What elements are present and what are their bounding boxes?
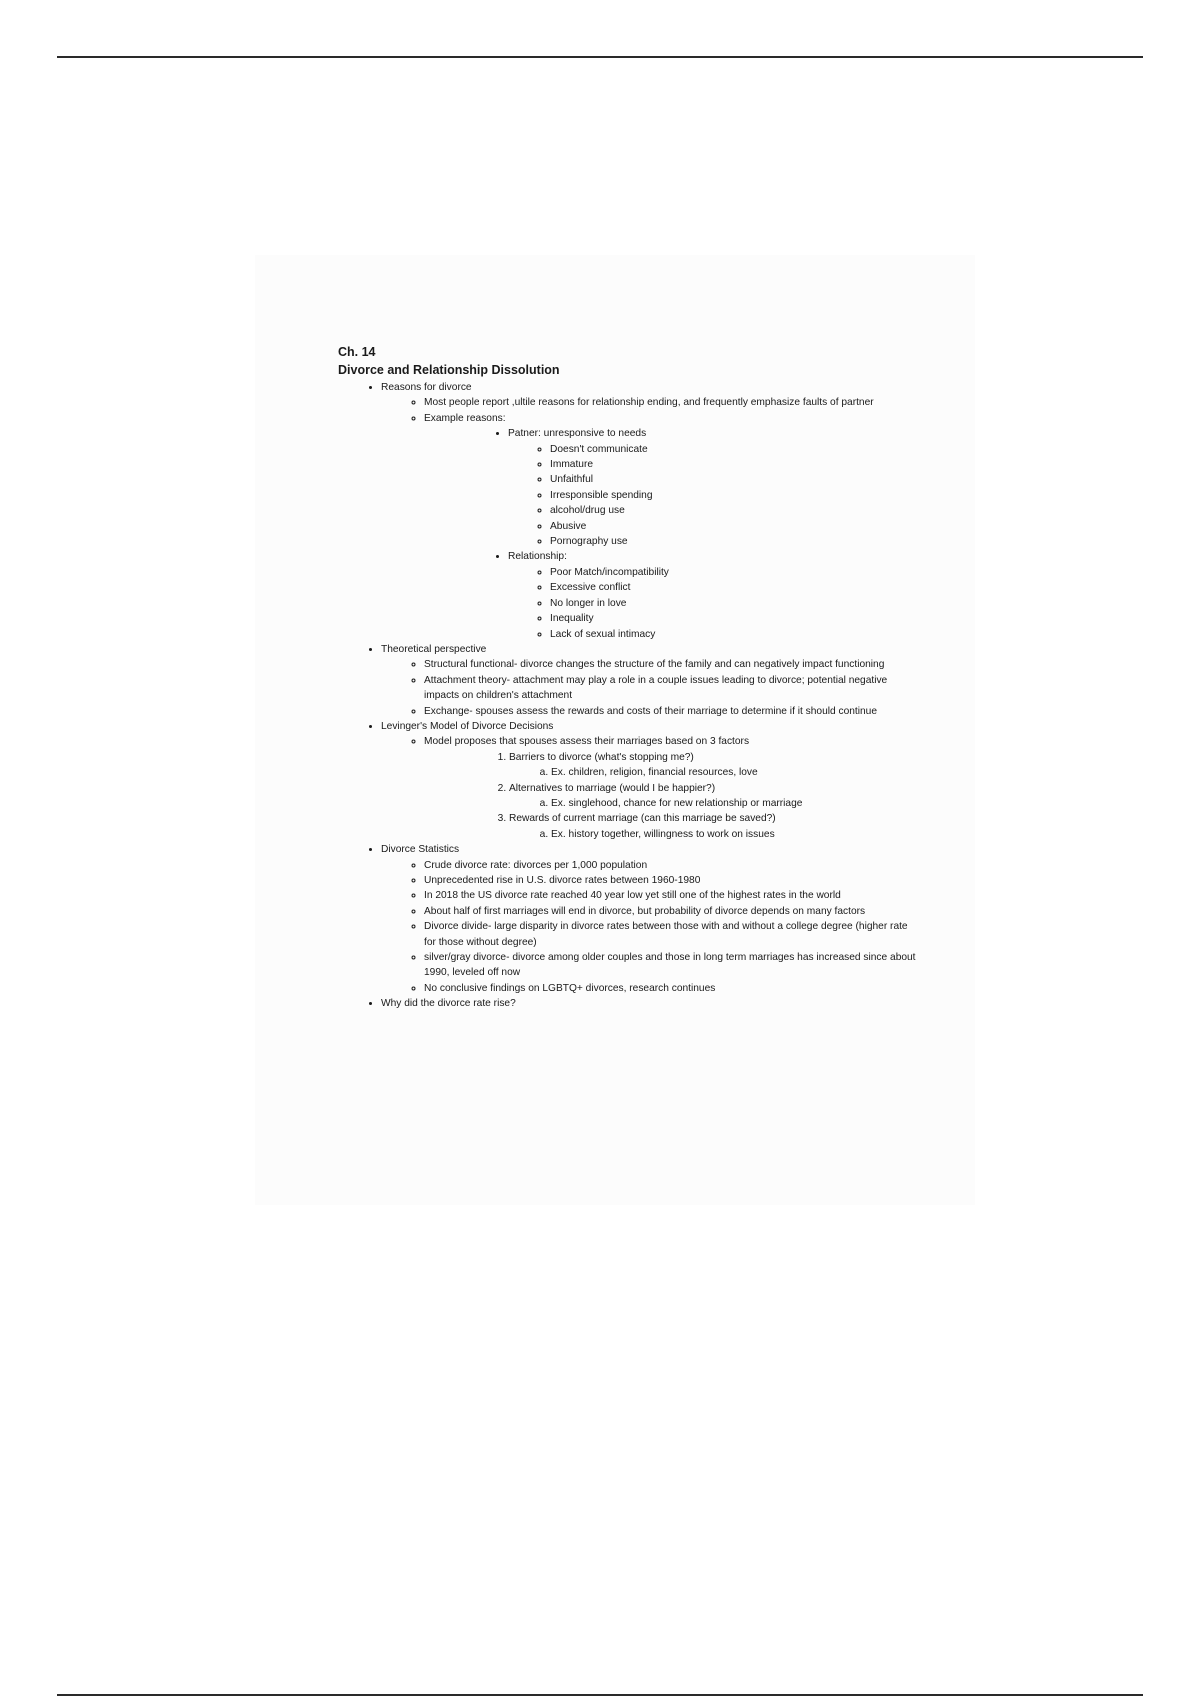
list-item: ◦ About half of first marriages will end in divorce, but probability of divorce depends on many factors	[424, 904, 918, 919]
list-item: • Relationship: ◦ Poor Match/incompatibility ◦ Excessive conflict ◦ No longer in love ◦ Inequality ◦ Lack of sexual intimacy	[508, 549, 918, 641]
list-item: ◦ Abusive	[550, 519, 918, 534]
list-item: ◦ Poor Match/incompatibility	[550, 565, 918, 580]
list-item: 2. Alternatives to marriage (would I be happier?) a. Ex. singlehood, chance for new relationship or marriage	[509, 781, 918, 812]
list-item: ◦ Model proposes that spouses assess their marriages based on 3 factors	[424, 734, 918, 749]
list-item: ◦ Crude divorce rate: divorces per 1,000 population	[424, 858, 918, 873]
list-item: ◦ Lack of sexual intimacy	[550, 627, 918, 642]
list-item: ◦ Pornography use	[550, 534, 918, 549]
list-item: ◦ Divorce divide- large disparity in divorce rates between those with and without a college degree (higher rate for those without degree)	[424, 919, 918, 950]
list-item: ◦ Structural functional- divorce changes the structure of the family and can negatively impact functioning	[424, 657, 918, 672]
section-label: Divorce Statistics	[381, 844, 460, 856]
section-why	[381, 996, 918, 1011]
list-item: ◦ Immature	[550, 457, 918, 472]
list-item: ◦ alcohol/drug use	[550, 503, 918, 518]
list-item: ◦ Irresponsible spending	[550, 488, 918, 503]
section-label: Theoretical perspective	[381, 643, 487, 655]
top-divider	[57, 56, 1143, 58]
section-label: Why did the divorce rate rise?	[381, 998, 516, 1010]
outline	[338, 380, 918, 1012]
section-label: Levinger's Model of Divorce Decisions	[381, 720, 554, 732]
list-item: ◦ Example reasons: • Patner: unresponsive to needs ◦ Doesn't communicate ◦ Immature ◦ Unfaithful ◦ Irresponsible spending ◦ alcohol/drug use ◦ Abusive ◦ Pornography use • Relationship: ◦ Poor Match/incompatibility ◦ Excessive conflict ◦ No longer in love ◦ Inequality ◦ Lack of sexual intimacy	[424, 411, 918, 642]
list-item: ◦ silver/gray divorce- divorce among older couples and those in long term marriages has increased since about 1990, leveled off now	[424, 950, 918, 981]
list-item: ◦ Doesn't communicate	[550, 442, 918, 457]
page-title: Divorce and Relationship Dissolution	[338, 363, 560, 377]
list-item: ◦ Attachment theory- attachment may play a role in a couple issues leading to divorce; potential negative impacts on children's attachment	[424, 673, 918, 704]
list-item: ◦ In 2018 the US divorce rate reached 40 year low yet still one of the highest rates in the world	[424, 888, 918, 903]
list-item: a. Ex. children, religion, financial resources, love	[551, 765, 918, 780]
list-item: 1. Barriers to divorce (what's stopping me?) a. Ex. children, religion, financial resources, love	[509, 750, 918, 781]
list-item: ◦ Unprecedented rise in U.S. divorce rates between 1960-1980	[424, 873, 918, 888]
notes-content	[338, 343, 918, 1012]
section-reasons	[381, 380, 918, 642]
list-item: ◦ No conclusive findings on LGBTQ+ divorces, research continues	[424, 981, 918, 996]
list-item: a. Ex. singlehood, chance for new relationship or marriage	[551, 796, 918, 811]
section-stats	[381, 842, 918, 996]
list-item: 3. Rewards of current marriage (can this marriage be saved?) a. Ex. history together, willingness to work on issues	[509, 811, 918, 842]
section-theory	[381, 642, 918, 719]
list-item: ◦ Unfaithful	[550, 472, 918, 487]
list-item: ◦ Inequality	[550, 611, 918, 626]
list-item: ◦ No longer in love	[550, 596, 918, 611]
bottom-divider	[57, 1694, 1143, 1696]
list-item: ◦ Exchange- spouses assess the rewards and costs of their marriage to determine if it should continue	[424, 704, 918, 719]
list-item: ◦ Most people report ,ultile reasons for relationship ending, and frequently emphasize faults of partner	[424, 395, 918, 410]
list-item: ◦ Excessive conflict	[550, 580, 918, 595]
list-item: • Patner: unresponsive to needs ◦ Doesn't communicate ◦ Immature ◦ Unfaithful ◦ Irresponsible spending ◦ alcohol/drug use ◦ Abusive ◦ Pornography use	[508, 426, 918, 549]
section-levinger	[381, 719, 918, 842]
list-item: a. Ex. history together, willingness to work on issues	[551, 827, 918, 842]
chapter-heading: Ch. 14	[338, 345, 376, 359]
section-label: Reasons for divorce	[381, 382, 472, 393]
